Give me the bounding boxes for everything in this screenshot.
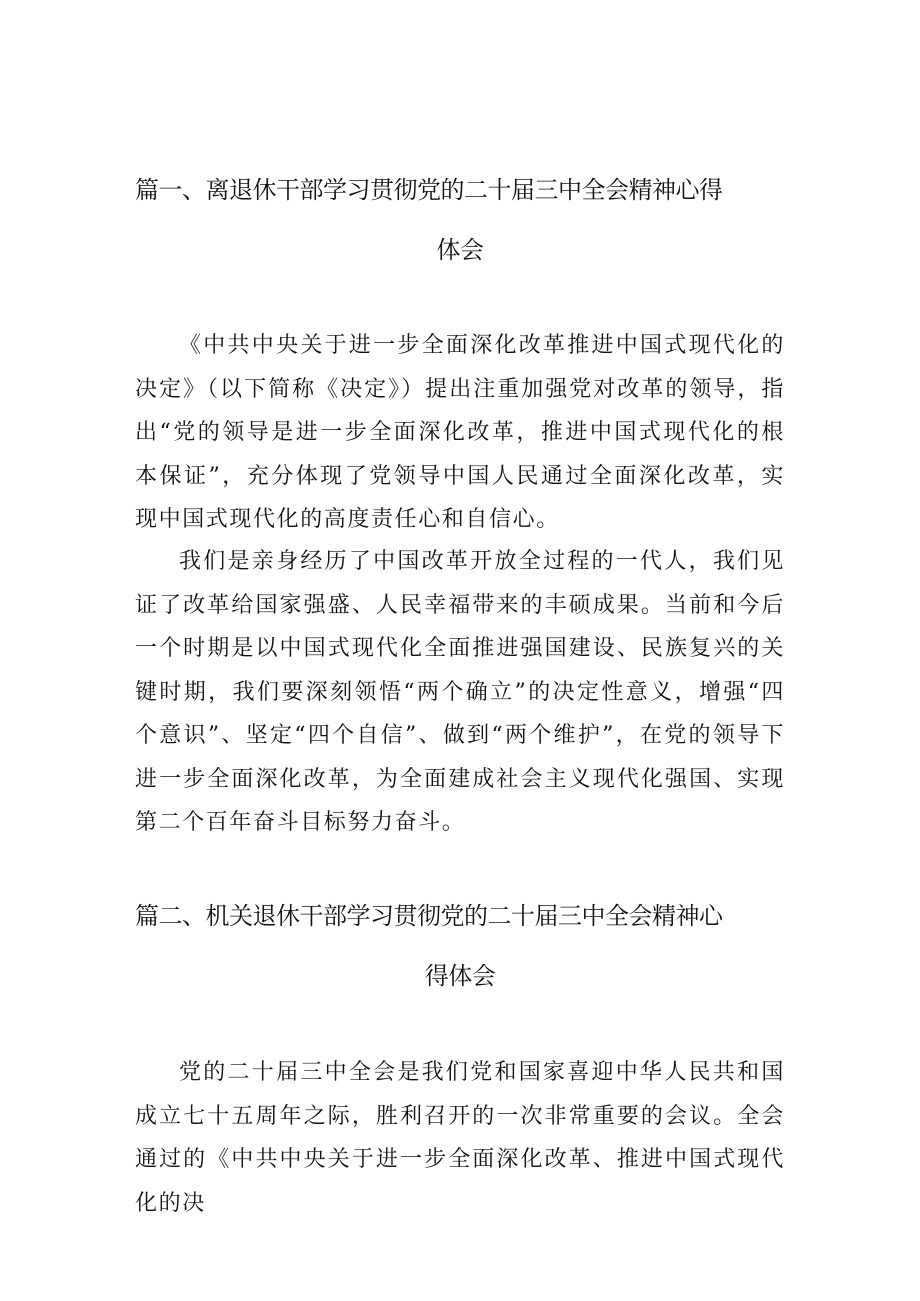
section-one-paragraph-1: 《中共中央关于进一步全面深化改革推进中国式现代化的决定》（以下简称《决定》）提出注重加强党对改革的领导，指出“党的领导是进一步全面深化改革，推进中国式现代化的根本保证”，充分体现了党领导中国人民通过全面深化改革，实现中国式现代化的高度责任心和自信心。	[135, 333, 785, 532]
section-one-title	[135, 160, 785, 280]
section-two-paragraph-1: 党的二十届三中全会是我们党和国家喜迎中华人民共和国成立七十五周年之际，胜利召开的一次非常重要的会议。全会通过的《中共中央关于进一步全面深化改革、推进中国式现代化的决	[135, 1060, 785, 1216]
section-two-title-line2: 得体会	[424, 962, 496, 990]
section-one-paragraph-2: 我们是亲身经历了中国改革开放全过程的一代人，我们见证了改革给国家强盛、人民幸福带来的丰硕成果。当前和今后一个时期是以中国式现代化全面推进强国建设、民族复兴的关键时期，我们要深刻领悟“两个确立”的决定性意义，增强“四个意识”、坚定“四个自信”、做到“两个维护”，在党的领导下进一步全面深化改革，为全面建成社会主义现代化强国、实现第二个百年奋斗目标努力奋斗。	[135, 549, 785, 835]
section-two-title-line1: 篇二、机关退休干部学习贯彻党的二十届三中全会精神心	[135, 902, 723, 930]
section-one-title-line1: 篇一、离退休干部学习贯彻党的二十届三中全会精神心得	[135, 176, 723, 204]
section-two-title	[135, 886, 785, 1006]
section-one-title-line2: 体会	[436, 236, 484, 264]
